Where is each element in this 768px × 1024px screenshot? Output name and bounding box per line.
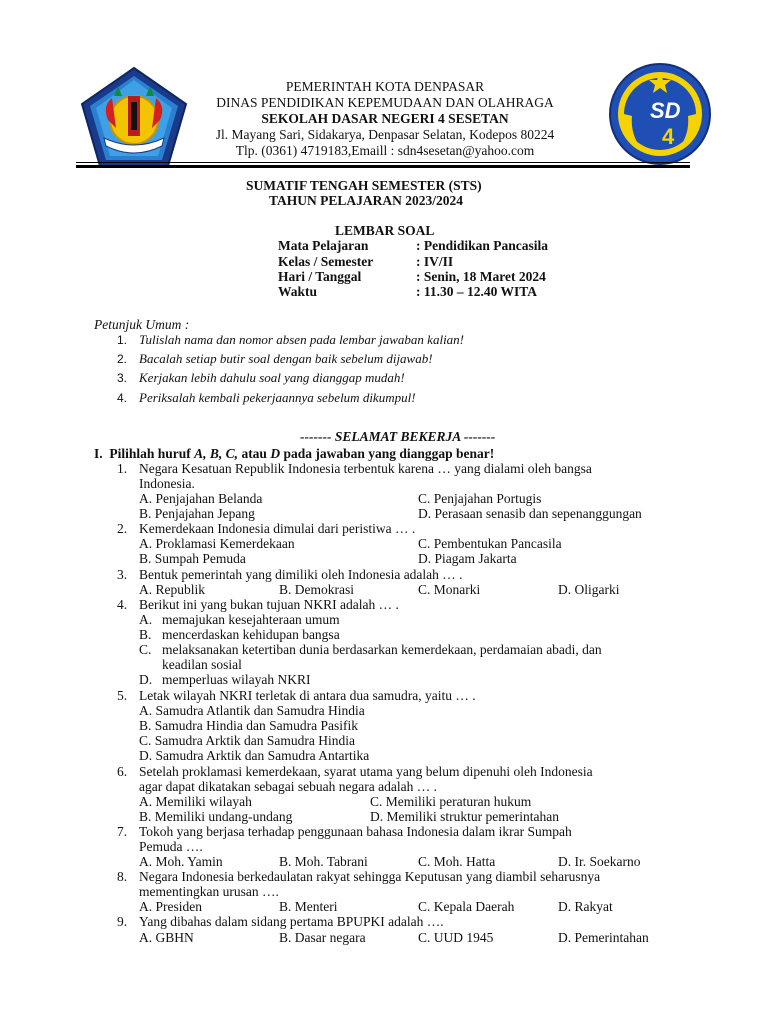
question-number: 8. (117, 869, 128, 884)
option-d: D. Ir. Soekarno (558, 854, 641, 869)
letterhead-contact: Tlp. (0361) 4719183,Emaill : sdn4sesetan@yahoo.com (235, 143, 535, 158)
option-d: memperluas wilayah NKRI (162, 672, 311, 687)
option-a: A. Memiliki wilayah (139, 794, 252, 809)
info-value-time: : 11.30 – 12.40 WITA (416, 284, 538, 299)
option-a: A. Presiden (139, 899, 202, 914)
option-b: B. Samudra Hindia dan Samudra Pasifik (139, 718, 358, 733)
info-label-class: Kelas / Semester (278, 254, 374, 269)
option-c: C. Kepala Daerah (418, 899, 515, 914)
section-heading: I. Pilihlah huruf A, B, C, atau D pada jawaban yang dianggap benar! (94, 446, 495, 461)
question-text: Tokoh yang berjasa terhadap penggunaan bahasa Indonesia dalam ikrar Sumpah (139, 824, 572, 839)
greeting-banner: ------- SELAMAT BEKERJA ------- (300, 429, 496, 444)
question-number: 1. (117, 461, 128, 476)
letterhead-rule-thin (76, 162, 690, 163)
option-c: C. Pembentukan Pancasila (418, 536, 562, 551)
sheet-title: LEMBAR SOAL (335, 223, 435, 238)
question-number: 2. (117, 521, 128, 536)
option-d: D. Samudra Arktik dan Samudra Antartika (139, 748, 370, 763)
option-b: B. Dasar negara (279, 930, 366, 945)
option-c: melaksanakan ketertiban dunia berdasarkan kemerdekaan, perdamaian abadi, dan (162, 642, 602, 657)
question-text: Negara Kesatuan Republik Indonesia terbentuk karena … yang dialami oleh bangsa (139, 461, 592, 476)
option-d: D. Memiliki struktur pemerintahan (370, 809, 559, 824)
option-c: C. Memiliki peraturan hukum (370, 794, 532, 809)
info-value-date: : Senin, 18 Maret 2024 (416, 269, 546, 284)
letterhead-address: Jl. Mayang Sari, Sidakarya, Denpasar Selatan, Kodepos 80224 (215, 127, 555, 142)
question-number: 3. (117, 567, 128, 582)
option-b: B. Sumpah Pemuda (139, 551, 246, 566)
info-label-time: Waktu (278, 284, 318, 299)
question-text: agar dapat dikatakan sebagai sebuah negara adalah … . (139, 779, 437, 794)
option-c: C. Samudra Arktik dan Samudra Hindia (139, 733, 355, 748)
option-d: D. Rakyat (558, 899, 613, 914)
question-number: 6. (117, 764, 128, 779)
question-text: Kemerdekaan Indonesia dimulai dari peristiwa … . (139, 521, 416, 536)
svg-text:SD: SD (650, 98, 681, 123)
option-d: D. Oligarki (558, 582, 620, 597)
question-text: mementingkan urusan …. (139, 884, 279, 899)
question-number: 4. (117, 597, 128, 612)
letterhead-department: DINAS PENDIDIKAN KEPEMUDAAN DAN OLAHRAGA (216, 95, 554, 110)
question-text: Bentuk pemerintah yang dimiliki oleh Indonesia adalah … . (139, 567, 463, 582)
letterhead-rule-thick (76, 165, 690, 168)
question-text: Negara Indonesia berkedaulatan rakyat sehingga Keputusan yang diambil seharusnya (139, 869, 601, 884)
option-letter: A. (139, 612, 153, 627)
option-b: B. Penjajahan Jepang (139, 506, 255, 521)
option-d: D. Piagam Jakarta (418, 551, 517, 566)
instructions-title: Petunjuk Umum : (94, 317, 190, 332)
info-label-subject: Mata Pelajaran (278, 238, 369, 253)
option-letter: B. (139, 627, 152, 642)
option-c: C. Moh. Hatta (418, 854, 496, 869)
option-c: C. Penjajahan Portugis (418, 491, 542, 506)
letterhead-school-name: SEKOLAH DASAR NEGERI 4 SESETAN (261, 111, 509, 126)
question-text: Letak wilayah NKRI terletak di antara dua samudra, yaitu … . (139, 688, 476, 703)
option-c: C. UUD 1945 (418, 930, 494, 945)
svg-text:4: 4 (662, 124, 675, 149)
option-d: D. Pemerintahan (558, 930, 649, 945)
question-text: Pemuda …. (139, 839, 203, 854)
option-a: A. Penjajahan Belanda (139, 491, 263, 506)
option-b: B. Memiliki undang-undang (139, 809, 293, 824)
option-a: A. Republik (139, 582, 205, 597)
instruction-item: 1. Tulislah nama dan nomor absen pada lembar jawaban kalian! (117, 332, 465, 347)
option-d: D. Perasaan senasib dan sepenanggungan (418, 506, 642, 521)
option-b: B. Menteri (279, 899, 338, 914)
option-c-continued: keadilan sosial (162, 657, 242, 672)
option-c: C. Monarki (418, 582, 481, 597)
question-number: 5. (117, 688, 128, 703)
info-label-date: Hari / Tanggal (278, 269, 362, 284)
info-value-subject: : Pendidikan Pancasila (416, 238, 549, 253)
option-a: A. Moh. Yamin (139, 854, 223, 869)
option-b: B. Demokrasi (279, 582, 354, 597)
option-b: mencerdaskan kehidupan bangsa (162, 627, 340, 642)
letterhead (150, 79, 620, 159)
option-a: A. Proklamasi Kemerdekaan (139, 536, 295, 551)
option-letter: D. (139, 672, 153, 687)
question-text: Yang dibahas dalam sidang pertama BPUPKI adalah …. (139, 914, 444, 929)
option-a: A. GBHN (139, 930, 194, 945)
letterhead-government: PEMERINTAH KOTA DENPASAR (285, 79, 485, 94)
instruction-item: 2. Bacalah setiap butir soal dengan baik sebelum dijawab! (117, 351, 433, 366)
question-number: 7. (117, 824, 128, 839)
question-text: Indonesia. (139, 476, 195, 491)
sd-negeri-4-sesetan-emblem-logo (604, 62, 716, 166)
question-number: 9. (117, 914, 128, 929)
question-text: Berikut ini yang bukan tujuan NKRI adalah … . (139, 597, 399, 612)
info-value-class: : IV/II (416, 254, 454, 269)
option-a: A. Samudra Atlantik dan Samudra Hindia (139, 703, 365, 718)
option-letter: C. (139, 642, 152, 657)
option-a: memajukan kesejahteraan umum (162, 612, 340, 627)
instruction-item: 3. Kerjakan lebih dahulu soal yang dianggap mudah! (117, 370, 405, 385)
instruction-item: 4. Periksalah kembali pekerjaannya sebelum dikumpul! (117, 390, 416, 405)
option-b: B. Moh. Tabrani (279, 854, 368, 869)
exam-year: TAHUN PELAJARAN 2023/2024 (269, 193, 464, 208)
exam-title: SUMATIF TENGAH SEMESTER (STS) (246, 178, 482, 193)
question-text: Setelah proklamasi kemerdekaan, syarat utama yang belum dipenuhi oleh Indonesia (139, 764, 593, 779)
